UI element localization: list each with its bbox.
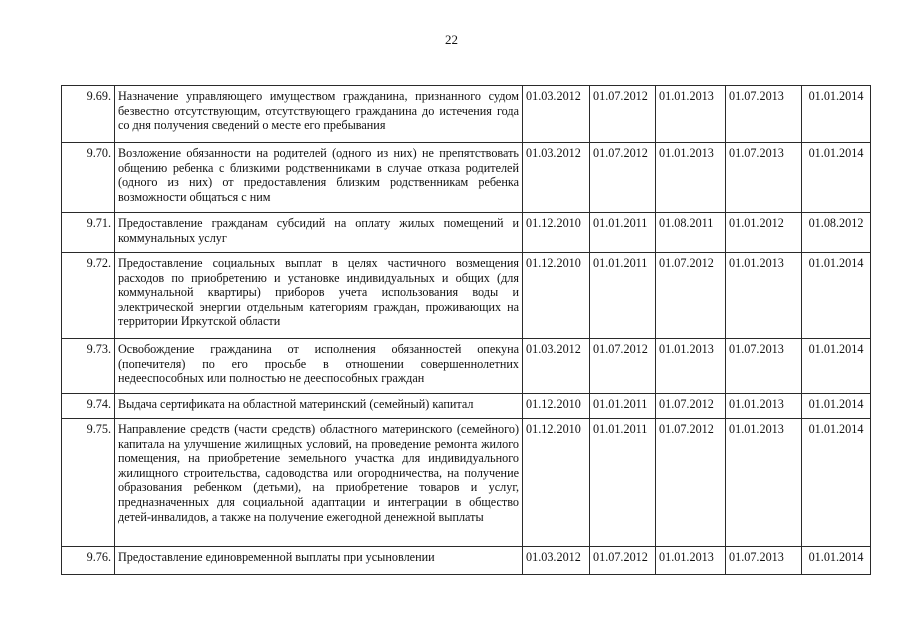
table-row xyxy=(62,394,871,419)
date-cell: 01.12.2010 xyxy=(523,213,590,253)
date-cell: 01.07.2012 xyxy=(590,547,656,575)
date-cell: 01.01.2013 xyxy=(656,86,726,143)
page-number: 22 xyxy=(445,32,458,47)
table-row xyxy=(62,143,871,213)
date-cell: 01.01.2014 xyxy=(802,394,871,419)
row-number: 9.72. xyxy=(62,253,115,339)
date-cell: 01.07.2013 xyxy=(726,143,802,213)
date-cell: 01.07.2013 xyxy=(726,547,802,575)
date-cell: 01.07.2012 xyxy=(656,419,726,547)
table-row xyxy=(62,86,871,143)
date-cell: 01.01.2011 xyxy=(590,213,656,253)
date-cell: 01.08.2012 xyxy=(802,213,871,253)
date-cell: 01.01.2014 xyxy=(802,143,871,213)
date-cell: 01.01.2013 xyxy=(726,253,802,339)
date-cell: 01.01.2012 xyxy=(726,213,802,253)
date-cell: 01.01.2013 xyxy=(726,419,802,547)
date-cell: 01.01.2013 xyxy=(656,547,726,575)
date-cell: 01.01.2013 xyxy=(656,143,726,213)
date-cell: 01.07.2013 xyxy=(726,339,802,394)
date-cell: 01.03.2012 xyxy=(523,86,590,143)
service-description: Возложение обязанности на родителей (одного из них) не препятствовать общению ребенка с близкими родственниками в случае отказа родителей (одного из них) от предоставления близким родственникам ребенка возможности общаться с ним xyxy=(115,143,523,213)
date-cell: 01.03.2012 xyxy=(523,143,590,213)
service-description: Освобождение гражданина от исполнения обязанностей опекуна (попечителя) по его просьбе в отношении совершеннолетних недееспособных или полностью не дееспособных граждан xyxy=(115,339,523,394)
table-row xyxy=(62,339,871,394)
date-cell: 01.12.2010 xyxy=(523,394,590,419)
service-description: Предоставление социальных выплат в целях частичного возмещения расходов по приобретению и установке индивидуальных и общих (для коммунальной квартиры) приборов учета использования воды и электрической энергии отдельным категориям граждан, проживающих на территории Иркутской области xyxy=(115,253,523,339)
date-cell: 01.01.2013 xyxy=(656,339,726,394)
date-cell: 01.01.2014 xyxy=(802,86,871,143)
date-cell: 01.01.2011 xyxy=(590,394,656,419)
table-row xyxy=(62,213,871,253)
table-row xyxy=(62,419,871,547)
date-cell: 01.01.2014 xyxy=(802,547,871,575)
service-description: Предоставление гражданам субсидий на оплату жилых помещений и коммунальных услуг xyxy=(115,213,523,253)
service-description: Выдача сертификата на областной материнский (семейный) капитал xyxy=(115,394,523,419)
date-cell: 01.03.2012 xyxy=(523,547,590,575)
service-description: Направление средств (части средств) областного материнского (семейного) капитала на улучшение жилищных условий, на проведение ремонта жилого помещения, на приобретение земельного участка для индивидуального жилищного строительства, садоводства или огородничества, на получение образования ребенком (детьми), на приобретение товаров и услуг, предназначенных для социальной адаптации и интеграции в общество детей-инвалидов, а также на получение ежегодной денежной выплаты xyxy=(115,419,523,547)
date-cell: 01.07.2012 xyxy=(656,394,726,419)
date-cell: 01.01.2011 xyxy=(590,419,656,547)
date-cell: 01.07.2012 xyxy=(590,339,656,394)
date-cell: 01.01.2013 xyxy=(726,394,802,419)
table-row xyxy=(62,253,871,339)
date-cell: 01.01.2011 xyxy=(590,253,656,339)
row-number: 9.76. xyxy=(62,547,115,575)
date-cell: 01.07.2012 xyxy=(656,253,726,339)
table-row xyxy=(62,547,871,575)
service-description: Предоставление единовременной выплаты при усыновлении xyxy=(115,547,523,575)
row-number: 9.71. xyxy=(62,213,115,253)
services-schedule-table xyxy=(61,85,871,575)
date-cell: 01.01.2014 xyxy=(802,339,871,394)
row-number: 9.75. xyxy=(62,419,115,547)
service-description: Назначение управляющего имуществом гражданина, признанного судом безвестно отсутствующим, отсутствующего гражданина до истечения года со дня получения сведений о месте его пребывания xyxy=(115,86,523,143)
date-cell: 01.01.2014 xyxy=(802,253,871,339)
row-number: 9.73. xyxy=(62,339,115,394)
date-cell: 01.07.2012 xyxy=(590,143,656,213)
row-number: 9.74. xyxy=(62,394,115,419)
row-number: 9.70. xyxy=(62,143,115,213)
date-cell: 01.03.2012 xyxy=(523,339,590,394)
date-cell: 01.01.2014 xyxy=(802,419,871,547)
date-cell: 01.07.2012 xyxy=(590,86,656,143)
date-cell: 01.08.2011 xyxy=(656,213,726,253)
date-cell: 01.07.2013 xyxy=(726,86,802,143)
row-number: 9.69. xyxy=(62,86,115,143)
date-cell: 01.12.2010 xyxy=(523,419,590,547)
date-cell: 01.12.2010 xyxy=(523,253,590,339)
